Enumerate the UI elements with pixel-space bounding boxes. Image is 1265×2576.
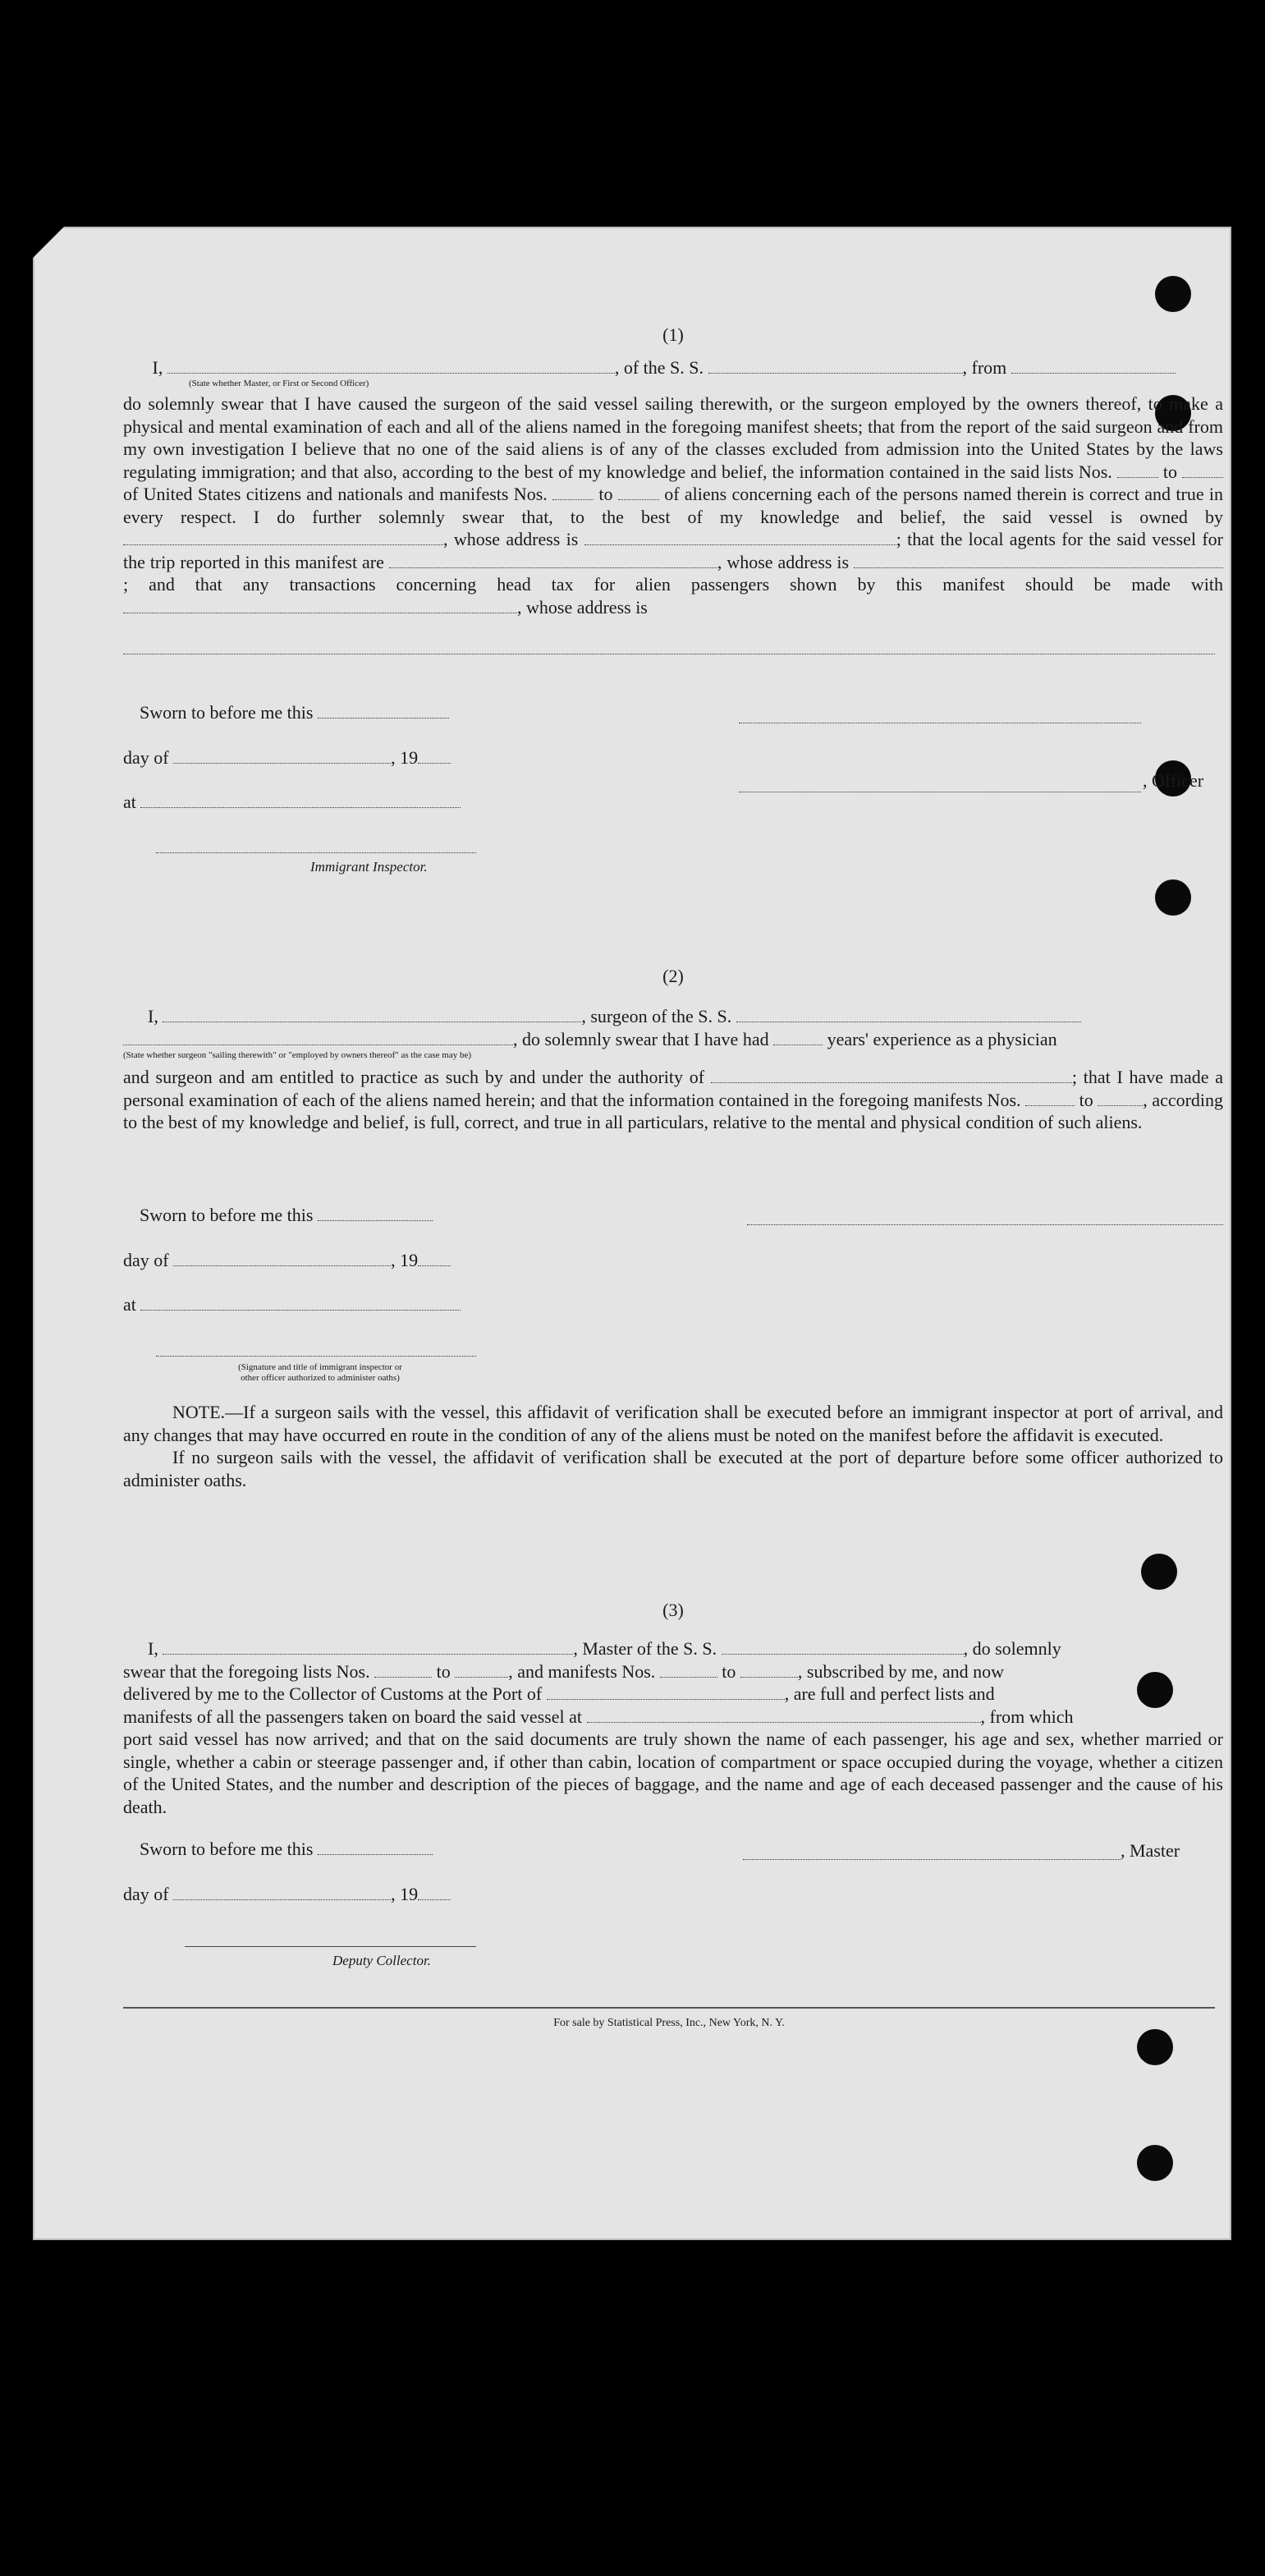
label-day-of: day of — [123, 1249, 169, 1270]
boarding-port-field[interactable] — [587, 1707, 981, 1723]
label-from: , from — [962, 356, 1007, 378]
signature-caption-line: other officer authorized to administer oaths) — [241, 1373, 400, 1383]
full-lists-text: , are full and perfect lists and — [784, 1683, 995, 1704]
punch-hole — [1155, 879, 1191, 916]
head-tax-text: ; and that any transactions concerning head tax for alien passengers shown by this manifest should be made with — [123, 574, 1223, 595]
label-sworn: Sworn to before me this — [140, 1839, 314, 1859]
vessel-name-field[interactable] — [708, 358, 963, 374]
label-master-of: , Master of the S. S. — [573, 1638, 717, 1659]
vessel-name-field[interactable] — [722, 1639, 964, 1655]
label-day-of: day of — [123, 1883, 169, 1904]
sworn-block-3 — [123, 1838, 616, 1905]
master-signature-line[interactable] — [743, 1859, 1121, 1860]
section-number: (2) — [662, 966, 684, 986]
agents-field[interactable] — [389, 553, 717, 568]
oath-text-3: of aliens concerning each of the persons named therein is correct and true in every respect. I do further solemnly swear that, to the best of my knowledge and belief, the said vessel is owned by — [123, 484, 1224, 527]
owner-field[interactable] — [123, 530, 443, 545]
footer-rule — [123, 2007, 1215, 2009]
taken-aboard-text: manifests of all the passengers taken on board the said vessel at — [123, 1706, 583, 1727]
from-which-text: , from which — [980, 1706, 1074, 1727]
punch-hole — [1155, 276, 1191, 312]
oath-text-2: of United States citizens and nationals and manifests Nos. — [123, 484, 548, 504]
owner-address-field[interactable] — [584, 530, 896, 545]
label-to: to — [436, 1660, 451, 1682]
label-sworn: Sworn to before me this — [140, 702, 314, 723]
label-day-of: day of — [123, 746, 169, 768]
oath-text: do solemnly swear that I have caused the surgeon of the said vessel sailing therewith, or the surgeon employed by the owners thereof, to make a physical and mental examination of each and all of the aliens named in the foregoing manifest sheets; that from the report of the said surgeon and from my own investigation I believe that no one of the said aliens is of any of the classes excluded from admission into the United States by the laws regulating immigration; and that also, according to the best of my knowledge and belief, the information contained in the said lists Nos. — [123, 393, 1223, 482]
subscribed-text: , subscribed by me, and now — [797, 1660, 1005, 1682]
label-at: at — [123, 1294, 136, 1315]
master-name-field[interactable] — [163, 1639, 573, 1655]
authority-text: and surgeon and am entitled to practice as such by and under the authority of — [123, 1067, 705, 1087]
year-field[interactable] — [418, 1251, 451, 1266]
lists-to-field[interactable] — [455, 1662, 508, 1678]
years-experience-field[interactable] — [773, 1030, 823, 1045]
collector-text: delivered by me to the Collector of Customs at the Port of — [123, 1683, 543, 1704]
label-swear: , do solemnly swear that I have had — [513, 1028, 769, 1049]
manifests-to-field[interactable] — [618, 484, 659, 500]
label-at: at — [123, 792, 136, 812]
punch-hole — [1141, 1554, 1177, 1590]
place-field[interactable] — [140, 1295, 461, 1311]
examination-text: that I have made a personal examination of each of the aliens named herein; and that the information contained in the foregoing manifests Nos. — [123, 1067, 1223, 1110]
manifests-to-field[interactable] — [1098, 1091, 1143, 1106]
section-number: (3) — [662, 1600, 684, 1620]
year-field[interactable] — [418, 1885, 451, 1900]
section-number: (1) — [662, 324, 684, 345]
vessel-name-field[interactable] — [736, 1007, 1081, 1022]
manifest-details-text: port said vessel has now arrived; and that on the said documents are truly shown the name of each passenger, his age and sex, whether married or single, whether a cabin or steerage passenger and, if other than cabin, location of compartment or space occupied during the voyage, whether a citizen of the United States, and the number and description of the pieces of baggage, and the name and age of each deceased passenger and the cause of his death. — [123, 1729, 1223, 1817]
label-i: I, — [148, 1006, 158, 1026]
note-text: —If a surgeon sails with the vessel, this affidavit of verification shall be executed before an immigrant inspector at port of arrival, and any changes that may have occurred en route in the condition of any of the aliens must be noted on the manifest before the affidavit is executed. — [123, 1402, 1223, 1445]
label-to: to — [598, 484, 613, 504]
section-3 — [123, 1637, 1223, 1818]
note-label: NOTE. — [172, 1402, 226, 1422]
sworn-date-field[interactable] — [318, 703, 449, 719]
field-caption: (State whether surgeon "sailing therewith" or "employed by owners thereof" as the case may be) — [123, 1050, 472, 1060]
label-master: , Master — [1121, 1840, 1180, 1861]
lists-from-field[interactable] — [1117, 462, 1158, 478]
authority-field[interactable] — [711, 1068, 1072, 1083]
document-page — [33, 227, 1231, 2240]
manifests-from-field[interactable] — [660, 1662, 717, 1678]
label-whose-address: , whose address is — [517, 596, 648, 618]
deputy-caption: Deputy Collector. — [332, 1953, 431, 1968]
agents-address-field[interactable] — [854, 553, 1223, 568]
manifests-from-field[interactable] — [552, 484, 594, 500]
label-do-swear: , do solemnly — [963, 1638, 1061, 1659]
month-field[interactable] — [173, 1885, 391, 1900]
section-1: (1) I, , of the S. S. , from (State whether Master, or First or Second Officer) do solemnly swear that I have caused the surgeon of the said vessel sailing therewith, or the surgeon employed by the owners thereof, to make a physical and mental examination of each and all of the aliens named in the foregoing manifest sheets; that from the report of the said surgeon and from my own investigation I believe that no one of the said aliens is of any of the classes excluded from admission into the United States by the laws regulating immigration; and that also, according to the best of my knowledge and belief, the information contained in the said lists Nos. to of United States citizens and nationals and manifests Nos. to of aliens concerning each of the persons named therein is correct and true in every respect. I do further solemnly swear that, to the best of my knowledge and belief, the said vessel is owned by , whose address is ; that the local agents for the said vessel for the trip reported in this manifest are , whose address is ; and that any transactions concerning head tax for alien passengers shown by this manifest should be made with , whose address is — [123, 324, 1224, 618]
surgeon-signature-line[interactable] — [747, 1224, 1223, 1225]
head-tax-contact-field[interactable] — [123, 598, 517, 613]
section-2: I, , surgeon of the S. S. , do solemnly swear that I have had years' experience as a physician (State whether surgeon "sailing therewith" or "employed by owners thereof" as the case may be) and surgeon and am entitled to practice as such by and under the authority of ; that I have made a personal examination of each of the aliens named herein; and that the information contained in the foregoing manifests Nos. to , according to the best of my knowledge and belief, is full, correct, and true in all particulars, relative to the mental and physical condition of such aliens. — [123, 1006, 1224, 1132]
punch-hole — [1137, 2145, 1173, 2181]
month-field[interactable] — [173, 1251, 391, 1266]
manifests-text: , and manifests Nos. — [508, 1660, 656, 1682]
note-block — [123, 1401, 1223, 1491]
departure-port-field[interactable] — [1011, 358, 1176, 374]
inspector-caption: Immigrant Inspector. — [310, 859, 428, 875]
signature-caption — [156, 1362, 484, 1384]
footer-imprint: For sale by Statistical Press, Inc., New York, N. Y. — [553, 2017, 785, 2029]
label-of-ss: , of the S. S. — [614, 356, 704, 378]
label-surgeon-of: , surgeon of the S. S. — [581, 1006, 732, 1026]
lists-to-field[interactable] — [1182, 462, 1223, 478]
sworn-block-1 — [123, 701, 616, 814]
surgeon-type-field[interactable] — [123, 1030, 513, 1045]
sworn-date-field[interactable] — [318, 1205, 433, 1221]
label-to: to — [1162, 461, 1177, 482]
lists-text: swear that the foregoing lists Nos. — [123, 1660, 370, 1682]
surgeon-name-field[interactable] — [163, 1007, 581, 1022]
manifests-from-field[interactable] — [1025, 1091, 1075, 1106]
port-field[interactable] — [547, 1684, 785, 1700]
label-year: , 19 — [391, 746, 419, 768]
punch-hole — [1137, 2029, 1173, 2065]
field-caption: (State whether Master, or First or Second Officer) — [189, 379, 369, 388]
place-field[interactable] — [140, 792, 461, 808]
label-year: , 19 — [391, 1883, 419, 1904]
examination-text-2: , according to the best of my knowledge and belief, is full, correct, and true in all particulars, relative to the mental and physical condition of such aliens. — [123, 1089, 1224, 1132]
inspector-signature-line[interactable] — [156, 1356, 476, 1357]
label-sworn: Sworn to before me this — [140, 1205, 314, 1225]
signature-caption-line: (Signature and title of immigrant inspector or — [238, 1362, 402, 1372]
sworn-block-2 — [123, 1204, 616, 1316]
label-i: I, — [148, 1638, 158, 1659]
lists-from-field[interactable] — [374, 1662, 432, 1678]
label-year: , 19 — [391, 1249, 419, 1270]
year-field[interactable] — [418, 748, 451, 764]
month-field[interactable] — [173, 748, 391, 764]
label-whose-address: whose address is — [726, 551, 850, 572]
officer-rank-field[interactable] — [167, 358, 615, 374]
label-years-experience: years' experience as a physician — [827, 1028, 1057, 1049]
label-to: to — [1079, 1089, 1093, 1110]
sworn-date-field[interactable] — [318, 1839, 433, 1855]
label-officer: , Officer — [1143, 770, 1204, 791]
agents-text: that the local agents for the said vessel for the trip reported in this manifest are — [123, 529, 1223, 572]
label-to: to — [722, 1660, 736, 1682]
manifests-to-field[interactable] — [740, 1662, 798, 1678]
label-whose-address: , whose address is — [443, 529, 579, 549]
label-i: I, — [152, 356, 163, 378]
inspector-signature-line[interactable] — [156, 852, 476, 853]
deputy-signature-line[interactable] — [185, 1946, 476, 1947]
note-text-2: If no surgeon sails with the vessel, the affidavit of verification shall be executed at the port of departure before some officer authorized to administer oaths. — [123, 1447, 1223, 1490]
